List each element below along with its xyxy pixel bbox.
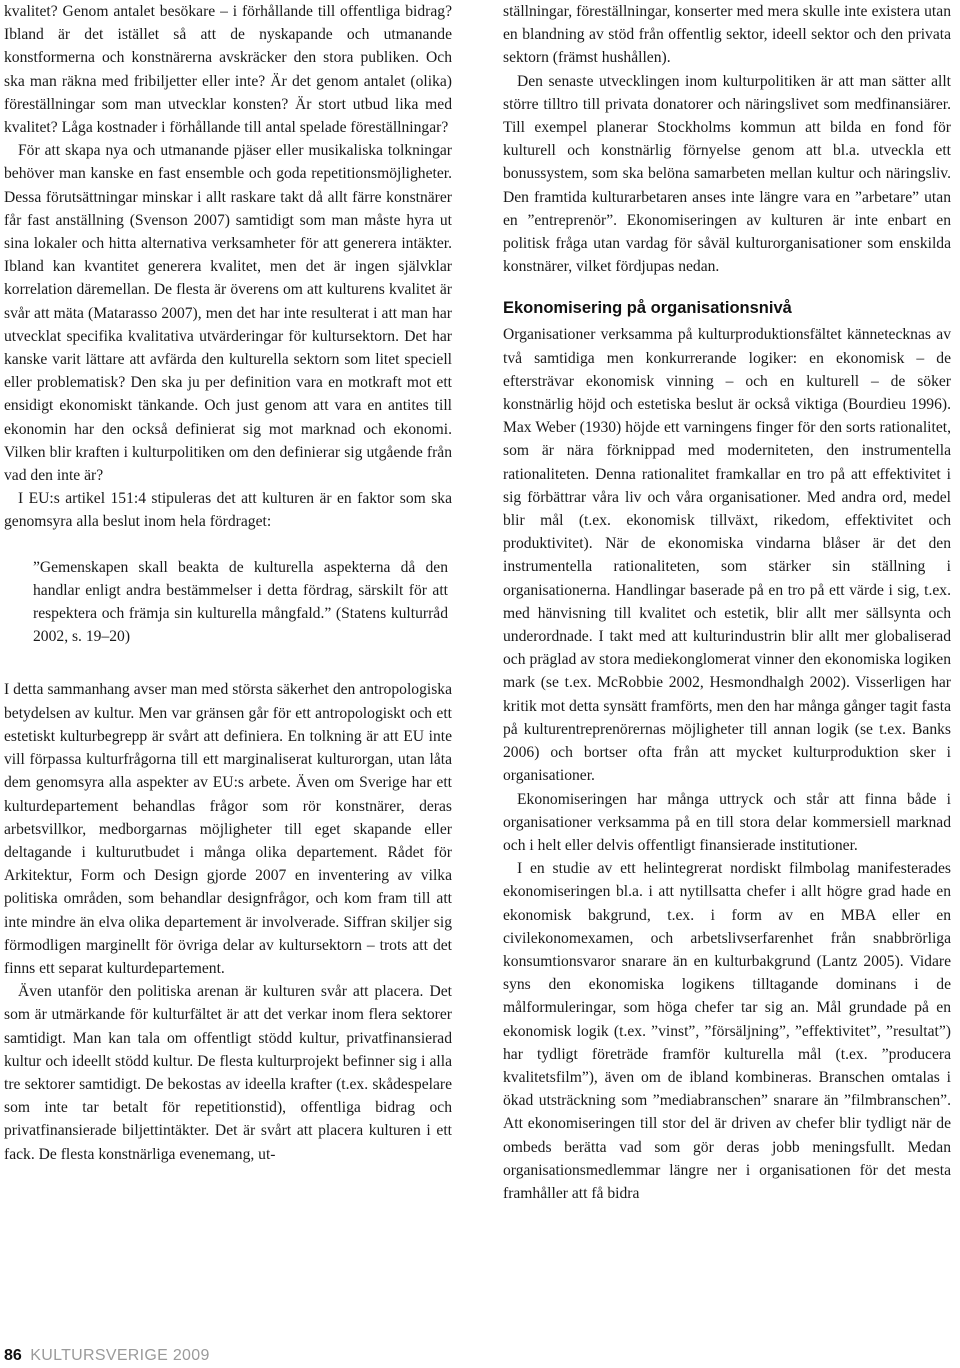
section-heading: Ekonomisering på organisationsnivå [503,299,792,318]
paragraph: I detta sammanhang avser man med största säkerhet den antropologiska betydelsen av kultur. Men var gränsen går för ett antropologiskt och ett estetiskt kulturbegrepp är svårt att definiera. En tolkning är att EU inte vill förpassa kulturfrågorna till ett marginaliserat kulturorgan, utan låta dem genomsyra alla aspekter av EU:s arbete. Även om Sverige har ett kulturdepartement behandlas frågor som rör konstnärer, deras arbetsvillkor, medborgarnas möjligheter till eget skapande eller deltagande i kulturutbudet i många olika departement. Rådet för Arkitektur, Form och Design gjorde 2007 en inventering av vilka politiska områden, som behandlar designfrågor, och kom fram till att inte mindre än elva olika departement är involverade. Siffran skiljer sig förmodligen marginellt för övriga delar av kultursektorn – trots att det finns ett separat kulturdepartement. [4,681,452,977]
page-footer [4,1347,210,1365]
publication-name: KULTURSVERIGE 2009 [30,1347,210,1364]
paragraph: kvalitet? Genom antalet besökare – i förhållande till offentliga bidrag? Ibland är det istället så att de nyskapande och utmanande konstformerna och konstnärerna avskräcker den stora publiken. Och ska man räkna med fribiljetter eller inte? Är det genom antalet (olika) föreställningar som man utvecklar konsten? Är stort utbud lika med kvalitet? Låga kostnader i förhållande till antal spelade föreställningar? [4,3,452,137]
paragraph: Den senaste utvecklingen inom kulturpolitiken är att man sätter allt större tilltro till privata donatorer och näringslivet som medfinansiärer. Till exempel planerar Stockholms kommun att bilda en fond för kulturell och konstnärlig förnyelse genom att bl.a. utveckla ett bonussystem, som ska belöna samarbeten mellan kultur och näringsliv. Den framtida kulturarbetaren anses inte längre vara en ”arbetare” utan en ”entreprenör”. Ekonomiseringen av kulturen är inte enbart en politisk fråga utan vardag för såväl kulturorganisationer som enskilda konstnärer, vilket fördjupas nedan. [503,72,951,276]
paragraph: I en studie av ett helintegrerat nordiskt filmbolag manifesterades ekonomiseringen bl.a. i att nytillsatta chefer i allt högre grad hade en ekonomisk bakgrund, t.ex. i form av en MBA eller en civilekonomexamen, och arbetslivserfarenhet från snabbrörliga konsumtionsvaror snarare än en kulturbakgrund (Lantz 2005). Vidare syns den ekonomiska logikens tilltagande dominans i de målformuleringar, som höga chefer tar sig an. Mål grundade på en ekonomisk logik (t.ex. ”vinst”, ”försäljning”, ”effektivitet”, ”resultat”) har tydligt företräde framför kulturella mål (t.ex. ”producera kvalitetsfilm”), även om de ibland kombineras. Branschen omtalas i ökad utsträckning som ”mediabranschen” snarare än ”filmbranschen”. Att ekonomiseringen till stor del är driven av chefer blir tydligt när de ombeds berätta vad som gör deras jobb meningsfullt. Medan organisationsmedlemmar längre ner i organisationen för det mesta framhåller att få bidra [503,860,951,1202]
paragraph: Även utanför den politiska arenan är kulturen svår att placera. Det som är utmärkande för kulturfältet är att det verkar inom flera sektorer samtidigt. Man kan tala om offentligt stödd kultur, privatfinansierad kultur och ideellt stödd kultur. De flesta kulturprojekt befinner sig i alla tre sektorer samtidigt. De bekostas av ideella krafter (t.ex. skådespelare som inte tar betalt för repetitionstid), offentliga bidrag och privatfinansierade biljettintäkter. Det är svårt att placera kulturen i ett fack. De flesta konstnärliga evenemang, ut- [4,983,452,1163]
quote-text: ”Gemenskapen skall beakta de kulturella aspekterna då den handlar enligt andra bestämmelser i detta fördrag, särskilt för att respektera och främja sin kulturella mångfald.” (Statens kulturråd 2002, s. 19–20) [33,558,448,646]
paragraph: ställningar, föreställningar, konserter med mera skulle inte existera utan en blandning av stöd från offentlig sektor, ideell sektor och den privata sektorn (främst hushållen). [503,3,951,67]
paragraph: I EU:s artikel 151:4 stipuleras det att kulturen är en faktor som ska genomsyra alla beslut inom hela fördraget: [4,490,452,531]
block-quote [4,556,452,649]
right-column [503,0,951,1205]
left-column [4,0,452,1166]
paragraph: Ekonomiseringen har många uttryck och står att finna både i organisationer verksamma på en till stora delar kommersiell marknad och i helt eller delvis offentligt finansierade institutioner. [503,790,951,854]
paragraph: För att skapa nya och utmanande pjäser eller musikaliska tolkningar behöver man kanske en fast ensemble och goda repetitionsmöjligheter. Dessa förutsättningar minskar i allt raskare takt då allt färre konstnärer får fast anställning (Svenson 2007) samtidigt som man måste hyra ut sina lokaler och hitta alternativa verksamheter för att generera intäkter. Ibland kan kvantitet generera kvalitet, men det är ingen självklar korrelation däremellan. De flesta är överens om att kulturens kvalitet är svår att mäta (Matarasso 2007), men det har inte resulterat i att man har utvecklat specifika kvalitativa utvärderingar för kultursektorn. Det har kanske varit lättare att avfärda den kulturella sektorn som litet speciell eller problematisk? Den ska ju per definition vara en motkraft mot ett ensidigt ekonomiskt tänkande. Och just genom att vara en antites till ekonomin har den också definierat sig mot marknad och ekonomi. Vilken blir kraften i kulturpolitiken om den definierar sig utgående från vad den inte är? [4,142,452,485]
paragraph: Organisationer verksamma på kulturproduktionsfältet kännetecknas av två samtidiga men konkurrerande logiker: en ekonomisk – de eftersträvar ekonomisk vinning – och en kulturell – de söker konstnärlig höjd och estetiska beslut är också viktiga (Bourdieu 1996). Max Weber (1930) höjde ett varningens finger för den sorts rationalitet, som är nära förknippad med moderniteten, den instrumentella rationaliteten. Denna rationalitet framkallar en tro på att effektivitet i sig förbättrar våra liv och våra organisationer. Med andra ord, medel blir mål (t.ex. ekonomisk tillväxt, rikedom, effektivitet och produktivitet). När de ekonomiska vindarna blåser är det den instrumentella rationaliteten, som stärker sin ställning i organisationerna. Handlingar baserade på en tro på ett värde i sig, t.ex. med hänvisning till kvalitet och estetik, blir allt mer sällsynta och underordnade. I takt med att kulturindustrin blir allt mer globaliserad och präglad av stora mediekonglomerat vinner den ekonomiska logiken mark (se t.ex. McRobbie 2002, Hesmondhalgh 2002). Visserligen har kritik mot detta synsätt framförts, men den har många gånger tagit fasta på kulturentreprenörernas möjligheter till annan logik (se t.ex. Banks 2006) och bortser ofta från att mycket kulturproduktion sker i organisationer. [503,326,951,785]
page-number: 86 [4,1347,22,1364]
